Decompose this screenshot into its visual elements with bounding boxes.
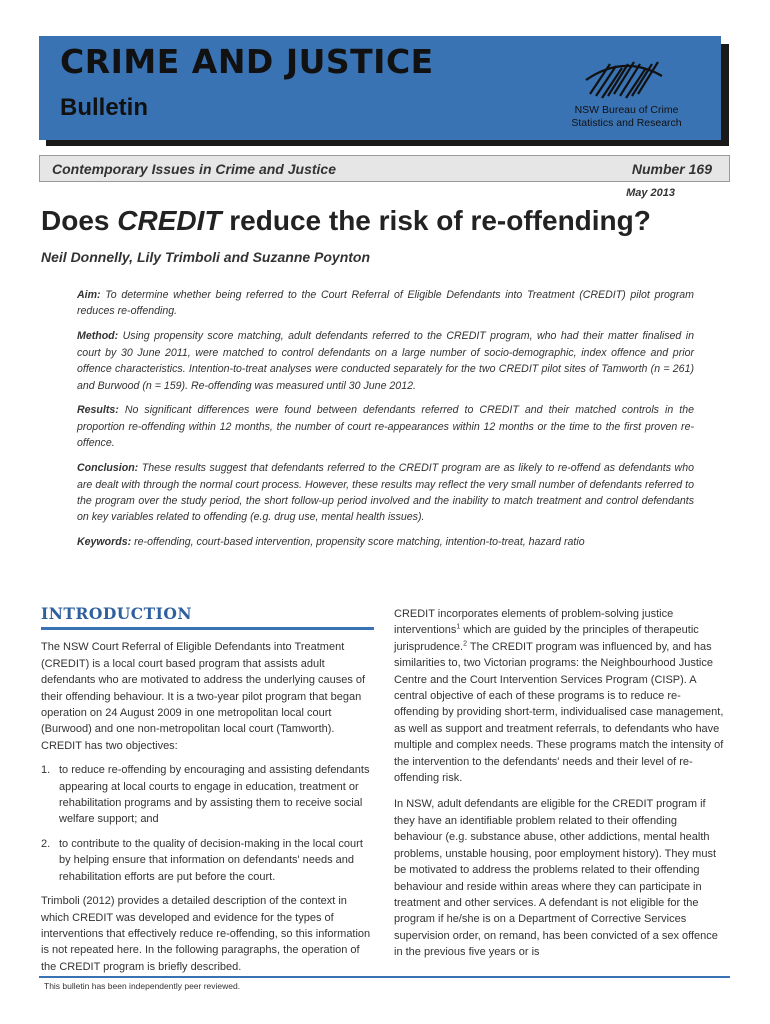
publication-date: May 2013 <box>626 187 675 199</box>
publisher-line-1: NSW Bureau of Crime <box>574 104 679 116</box>
objective-text: to contribute to the quality of decision-making in the local court by helping ensure that information on defendants' needs and rehabilitation efforts are put before the court. <box>59 837 363 883</box>
title-pre: Does <box>41 205 118 236</box>
title-emphasis: CREDIT <box>117 205 222 236</box>
method-text: Using propensity score matching, adult defendants referred to the CREDIT program, who had their matter finalised in court by 30 June 2011, were matched to control defendants on a large number of socio-demographic, index offence and prior offence characteristics. Intention-to-treat analyses were conducted separately for the two CREDIT pilot sites of Tamworth (n = 261) and Burwood (n = 159). Re-offending was measured until 30 June 2012. <box>77 330 694 392</box>
issue-number: Number 169 <box>631 161 712 177</box>
abstract-keywords <box>77 534 694 550</box>
bocsar-logo-icon <box>584 50 664 102</box>
aim-label: Aim: <box>77 289 101 301</box>
abstract-method <box>77 328 694 394</box>
method-label: Method: <box>77 330 119 343</box>
objectives-list <box>41 762 374 885</box>
masthead-banner <box>39 36 721 140</box>
abstract-aim <box>77 287 694 320</box>
right-paragraph-1 <box>394 606 724 786</box>
right-p1-part-c: The CREDIT program was influenced by, and has similarities to, two Victorian programs: the Neighbourhood Justice Centre and the Court Intervention Services Program (CISP). A central objective of each of these programs is to reduce re-offending by providing short-term, individualised case management, as well as support and treatment referrals, to defendants who have multiple and complex needs. These programs match the intensity of the intervention to the defendants' needs and their level of re-offending risk. <box>394 640 724 785</box>
conclusion-label: Conclusion: <box>77 462 139 475</box>
masthead-title: CRIME AND JUSTICE <box>60 42 434 81</box>
left-column <box>41 606 374 983</box>
results-label: Results: <box>77 404 119 417</box>
abstract-conclusion <box>77 460 694 526</box>
abstract <box>77 287 694 559</box>
introduction-heading: INTRODUCTION <box>41 606 374 630</box>
title-post: reduce the risk of re-offending? <box>221 205 651 236</box>
right-p1-part-a: CREDIT incorporates elements of problem-solving justice interventions <box>394 608 674 637</box>
objective-number: 1. <box>41 764 51 777</box>
right-p1-part-b: which are guided by the principles of therapeutic jurisprudence. <box>394 624 699 653</box>
right-paragraph-2: In NSW, adult defendants are eligible for the CREDIT program if they have an identifiable problem related to their offending behaviour (e.g. substance abuse, other addictions, mental health problems, unstable housing, poor employment history). They must be motivated to address the problems related to their offending behaviour and reside within areas where they can participate in treatment and other services. A defendant is not eligible for the program if he/she is on a Department of Corrective Services supervision order, on remand, has been convicted of a sex offence in the previous five years or is <box>394 798 718 959</box>
right-column <box>394 606 724 969</box>
publisher-line-2: Statistics and Research <box>571 117 682 129</box>
keywords-text: re-offending, court-based intervention, propensity score matching, intention-to-treat, hazard ratio <box>131 536 585 549</box>
authors: Neil Donnelly, Lily Trimboli and Suzanne Poynton <box>41 249 371 265</box>
series-title: Contemporary Issues in Crime and Justice <box>52 161 336 177</box>
objective-item-2 <box>41 836 374 885</box>
objective-item-1 <box>41 762 374 828</box>
intro-paragraph-2: Trimboli (2012) provides a detailed description of the context in which CREDIT was developed and evidence for the types of interventions that effectively reduce re-offending, so this information is not repeated here. In the following paragraphs, the operation of the CREDIT program is briefly described. <box>41 895 371 973</box>
footnote-ref-2: 2 <box>463 640 467 648</box>
keywords-label: Keywords: <box>77 536 132 549</box>
document-title <box>41 205 651 237</box>
objective-number: 2. <box>41 837 51 850</box>
masthead-subtitle: Bulletin <box>60 94 148 121</box>
footnote-ref-1: 1 <box>456 623 461 631</box>
results-text: No significant differences were found between defendants referred to CREDIT and their matched controls in the proportion re-offending within 12 months, the number of court re-appearances within 12 months or the time to the first proven re-offence. <box>77 404 694 450</box>
intro-paragraph-1: The NSW Court Referral of Eligible Defendants into Treatment (CREDIT) is a local court based program that assists adult defendants who are motivated to address the underlying causes of their offending behaviour. It is a two-year pilot program that began operation on 24 August 2009 in one metropolitan local court (Burwood) and one non-metropolitan local court (Tamworth). CREDIT has two objectives: <box>41 641 366 752</box>
footer-rule <box>39 976 730 978</box>
objective-text: to reduce re-offending by encouraging and assisting defendants appearing at local courts to engage in education, treatment or rehabilitation programs and by assisting them to receive social welfare support; and <box>59 764 370 826</box>
conclusion-text: These results suggest that defendants referred to the CREDIT program are as likely to re-offend as defendants who are dealt with through the normal court process. However, these results may reflect the very small number of defendants referred to the program over the study period, the short follow-up period involved and the inability to match treatment and control defendants on key variables related to offending (e.g. drug use, mental health issues). <box>77 462 694 524</box>
abstract-results <box>77 402 694 451</box>
aim-text: To determine whether being referred to the Court Referral of Eligible Defendants into Treatment (CREDIT) pilot program reduces re-offending. <box>77 289 694 318</box>
footer-note: This bulletin has been independently peer reviewed. <box>44 981 241 991</box>
publisher-name <box>549 104 704 130</box>
issue-bar <box>39 155 730 182</box>
